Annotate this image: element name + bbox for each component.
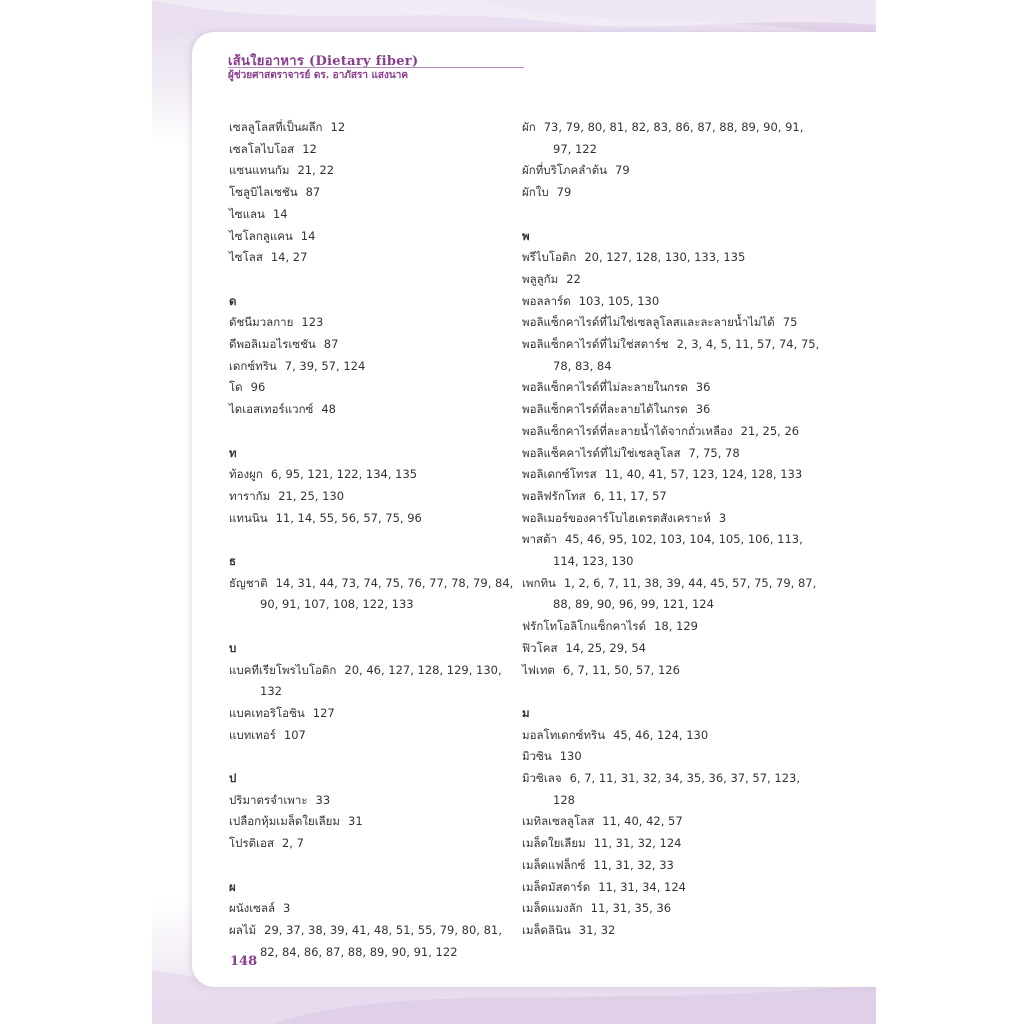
index-term: ฟิวโคส xyxy=(522,640,558,655)
index-page-refs: 123 xyxy=(301,315,324,330)
index-entry xyxy=(229,356,514,378)
index-term: ไซแลน xyxy=(229,206,265,221)
index-page-refs: 12 xyxy=(302,141,317,156)
index-entry xyxy=(522,746,822,768)
index-entry xyxy=(229,334,514,356)
index-page-refs: 14, 25, 29, 54 xyxy=(565,640,646,655)
index-entry xyxy=(522,920,822,942)
index-term: ไฟเทต xyxy=(522,662,555,677)
index-term: ไซโลส xyxy=(229,250,263,265)
index-section-letter: ธ xyxy=(229,554,237,569)
index-term: ท้องผูก xyxy=(229,467,263,482)
index-term: ธัญชาติ xyxy=(229,575,268,590)
index-entry xyxy=(522,160,822,182)
index-entry xyxy=(229,703,514,725)
index-entry xyxy=(229,833,514,855)
running-header-title: เส้นใยอาหาร (Dietary fiber) xyxy=(228,54,419,69)
index-term: ทารากัม xyxy=(229,488,271,503)
index-section-letter: ป xyxy=(229,771,237,786)
index-term: พอลลาร์ด xyxy=(522,293,571,308)
index-term: พอลิแซ็กคาไรด์ที่ไม่ใช่สตาร์ช xyxy=(522,337,669,352)
index-page-refs: 6, 7, 11, 31, 32, 34, 35, 36, 37, 57, 123, 128 xyxy=(553,771,800,807)
index-page-refs: 14 xyxy=(272,206,288,221)
index-page-refs: 73, 79, 80, 81, 82, 83, 86, 87, 88, 89, 90, 91, 97, 122 xyxy=(543,120,804,156)
index-entry xyxy=(522,877,822,899)
index-page-refs: 7, 39, 57, 124 xyxy=(284,358,366,373)
index-page-refs: 79 xyxy=(615,163,630,178)
index-term: แซนแทนกัม xyxy=(229,163,290,178)
index-page-refs: 2, 7 xyxy=(281,836,304,851)
index-term: ไดเอสเทอร์แวกซ์ xyxy=(229,402,314,417)
index-page-refs: 12 xyxy=(330,120,346,134)
index-page-refs: 21, 25, 130 xyxy=(278,488,345,503)
index-page-refs: 14, 27 xyxy=(270,250,308,265)
index-term: เซลลูโลสที่เป็นผลึก xyxy=(229,120,323,134)
index-term: ปริมาตรจำเพาะ xyxy=(229,792,308,807)
index-term: เมล็ดลินิน xyxy=(522,922,571,937)
index-entry xyxy=(522,269,822,291)
index-page-refs: 87 xyxy=(323,337,339,352)
index-entry xyxy=(522,312,822,334)
index-entry xyxy=(229,160,514,182)
index-term: มิวซิน xyxy=(522,749,552,764)
index-entry xyxy=(229,377,514,399)
index-section-letter: บ xyxy=(229,640,237,655)
index-term: ผัก xyxy=(522,120,536,134)
index-term: พอลิแซ็กคาไรด์ที่ละลายน้ำได้จากถั่วเหลือง xyxy=(522,423,733,438)
index-term: ผนังเซลล์ xyxy=(229,901,276,916)
index-page-refs: 3 xyxy=(718,510,727,525)
index-page-refs: 33 xyxy=(315,792,331,807)
index-page-refs: 79 xyxy=(556,185,572,200)
index-term: ดัชนีมวลกาย xyxy=(229,315,294,330)
index-section-letter: ผ xyxy=(229,879,236,894)
index-term: พลูลูกัม xyxy=(522,271,559,286)
index-term: มิวซิเลจ xyxy=(522,771,562,786)
index-page-refs: 20, 46, 127, 128, 129, 130, 132 xyxy=(260,662,502,699)
index-page-refs: 11, 40, 42, 57 xyxy=(602,814,683,829)
index-page-refs: 7, 75, 78 xyxy=(688,445,740,460)
index-entry xyxy=(522,529,822,572)
index-entry xyxy=(229,399,514,421)
index-column-left xyxy=(229,117,514,963)
index-section-letter: พ xyxy=(522,228,530,243)
index-term: เมทิลเซลลูโลส xyxy=(522,814,595,829)
index-section-letter: ด xyxy=(229,293,237,308)
index-term: พอลิแซ็กคาไรด์ที่ละลายได้ในกรด xyxy=(522,402,688,417)
index-term: เมล็ดแมงลัก xyxy=(522,901,583,916)
index-page-refs: 29, 37, 38, 39, 41, 48, 51, 55, 79, 80, 81, 82, 84, 86, 87, 88, 89, 90, 91, 122 xyxy=(260,922,502,959)
index-page-refs: 103, 105, 130 xyxy=(578,293,660,308)
index-page-refs: 11, 40, 41, 57, 123, 124, 128, 133 xyxy=(604,467,803,482)
index-entry xyxy=(229,247,514,269)
index-entry xyxy=(522,421,822,443)
index-entry xyxy=(229,725,514,747)
index-entry xyxy=(522,725,822,747)
index-term: พาสต้า xyxy=(522,532,557,547)
index-term: เดกซ์ทริน xyxy=(229,358,277,373)
index-page-refs: 6, 7, 11, 50, 57, 126 xyxy=(562,662,680,677)
index-page-refs: 107 xyxy=(283,727,306,742)
index-term: แบคทีเรียโพรไบโอติก xyxy=(229,662,337,677)
index-page-refs: 21, 22 xyxy=(297,163,335,178)
index-term: พอลิฟรักโทส xyxy=(522,488,586,503)
index-term: แทนนิน xyxy=(229,510,268,525)
index-section-letter: ท xyxy=(229,445,237,460)
index-page-refs: 14, 31, 44, 73, 74, 75, 76, 77, 78, 79, 84, 90, 91, 107, 108, 122, 133 xyxy=(260,575,514,612)
page-number: 148 xyxy=(230,954,258,969)
index-entry xyxy=(522,247,822,269)
index-entry xyxy=(229,811,514,833)
index-entry xyxy=(229,312,514,334)
index-entry xyxy=(229,573,514,616)
index-page-refs: 22 xyxy=(566,271,581,286)
index-entry xyxy=(522,768,822,811)
index-entry xyxy=(522,833,822,855)
index-term: พอลิเดกซ์โทรส xyxy=(522,467,597,482)
index-entry xyxy=(522,898,822,920)
index-term: ไซโลกลูแคน xyxy=(229,228,293,243)
index-term: โด xyxy=(229,380,243,395)
index-page-refs: 1, 2, 6, 7, 11, 38, 39, 44, 45, 57, 75, 79, 87, 88, 89, 90, 96, 99, 121, 124 xyxy=(553,575,817,612)
index-page-refs: 14 xyxy=(300,228,316,243)
index-page-refs: 48 xyxy=(321,402,336,417)
index-entry xyxy=(522,616,822,638)
index-entry xyxy=(522,334,822,377)
index-section-letter: ม xyxy=(522,705,530,720)
index-entry xyxy=(522,377,822,399)
index-entry xyxy=(522,117,822,160)
index-page-refs: 45, 46, 95, 102, 103, 104, 105, 106, 113, 114, 123, 130 xyxy=(553,532,803,569)
index-page-refs: 36 xyxy=(695,402,711,417)
index-term: พรีไบโอติก xyxy=(522,250,577,265)
index-page-refs: 11, 14, 55, 56, 57, 75, 96 xyxy=(275,510,422,525)
index-page-refs: 11, 31, 32, 33 xyxy=(593,857,674,872)
index-page-refs: 21, 25, 26 xyxy=(740,423,800,438)
index-entry xyxy=(522,811,822,833)
index-entry xyxy=(229,920,514,963)
index-page-refs: 11, 31, 35, 36 xyxy=(590,901,672,916)
index-page-refs: 6, 95, 121, 122, 134, 135 xyxy=(270,467,418,482)
index-term: ผลไม้ xyxy=(229,922,257,937)
index-entry xyxy=(522,443,822,465)
index-page-refs: 3 xyxy=(283,901,291,916)
index-page-refs: 18, 129 xyxy=(654,619,698,634)
index-term: พอลิแซ็กคาไรด์ที่ไม่ใช่เซลลูโลสและละลายน้ำไม่ได้ xyxy=(522,315,775,330)
index-entry xyxy=(229,226,514,248)
index-entry xyxy=(229,486,514,508)
index-page-refs: 87 xyxy=(305,185,321,200)
index-entry xyxy=(229,508,514,530)
index-page-refs: 11, 31, 34, 124 xyxy=(598,879,686,894)
index-entry xyxy=(229,660,514,703)
index-term: แบทเทอร์ xyxy=(229,727,276,742)
index-page-refs: 45, 46, 124, 130 xyxy=(613,727,709,742)
index-entry xyxy=(522,291,822,313)
index-page-refs: 31, 32 xyxy=(578,922,616,937)
index-entry xyxy=(522,855,822,877)
running-header-author: ผู้ช่วยศาสตราจารย์ ดร. อาภัสรา แสงนาค xyxy=(228,70,409,81)
index-entry xyxy=(229,790,514,812)
index-term: พอลิเมอร์ของคาร์โบไฮเดรตสังเคราะห์ xyxy=(522,510,711,525)
index-page-refs: 31 xyxy=(348,814,363,829)
index-term: ผักที่บริโภคลำต้น xyxy=(522,163,608,178)
index-entry xyxy=(522,486,822,508)
index-entry xyxy=(522,638,822,660)
index-term: ฟรักโทโอลิโกแซ็กคาไรด์ xyxy=(522,619,647,634)
index-entry xyxy=(229,139,514,161)
index-term: เซลโลไบโอส xyxy=(229,141,295,156)
index-term: ผักใบ xyxy=(522,185,549,200)
index-term: เพกทิน xyxy=(522,575,556,590)
index-term: พอลิแซ็กคาไรด์ที่ไม่ละลายในกรด xyxy=(522,380,688,395)
index-page-refs: 127 xyxy=(312,705,335,720)
index-entry xyxy=(229,898,514,920)
index-term: เปลือกหุ้มเมล็ดใยเลียม xyxy=(229,814,340,829)
index-page-refs: 75 xyxy=(782,315,798,330)
index-page-refs: 11, 31, 32, 124 xyxy=(593,836,682,851)
index-term: เมล็ดมัสตาร์ด xyxy=(522,879,591,894)
index-page-refs: 36 xyxy=(695,380,711,395)
index-term: โซลูบิไลเซชัน xyxy=(229,185,298,200)
index-term: ดีพอลิเมอไรเซชัน xyxy=(229,337,316,352)
index-entry xyxy=(522,182,822,204)
index-term: มอลโทเดกซ์ทริน xyxy=(522,727,606,742)
index-entry xyxy=(229,117,514,139)
index-page-refs: 20, 127, 128, 130, 133, 135 xyxy=(584,250,746,265)
index-term: โปรติเอส xyxy=(229,836,274,851)
index-entry xyxy=(229,182,514,204)
index-term: เมล็ดแฟล็กซ์ xyxy=(522,857,586,872)
index-page-refs: 6, 11, 17, 57 xyxy=(593,488,667,503)
index-column-right xyxy=(522,117,822,942)
index-page-refs: 96 xyxy=(250,380,266,395)
index-entry xyxy=(522,464,822,486)
index-entry xyxy=(229,204,514,226)
index-entry xyxy=(522,508,822,530)
index-entry xyxy=(522,660,822,682)
index-entry xyxy=(522,573,822,616)
index-entry xyxy=(229,464,514,486)
index-page-refs: 2, 3, 4, 5, 11, 57, 74, 75, 78, 83, 84 xyxy=(553,337,820,373)
index-term: เมล็ดใยเลียม xyxy=(522,836,586,851)
index-term: พอลิแซ็คคาไรด์ที่ไม่ใช่เซลลูโลส xyxy=(522,445,681,460)
index-term: แบคเทอริโอซิน xyxy=(229,705,305,720)
index-page-refs: 130 xyxy=(559,749,582,764)
index-entry xyxy=(522,399,822,421)
